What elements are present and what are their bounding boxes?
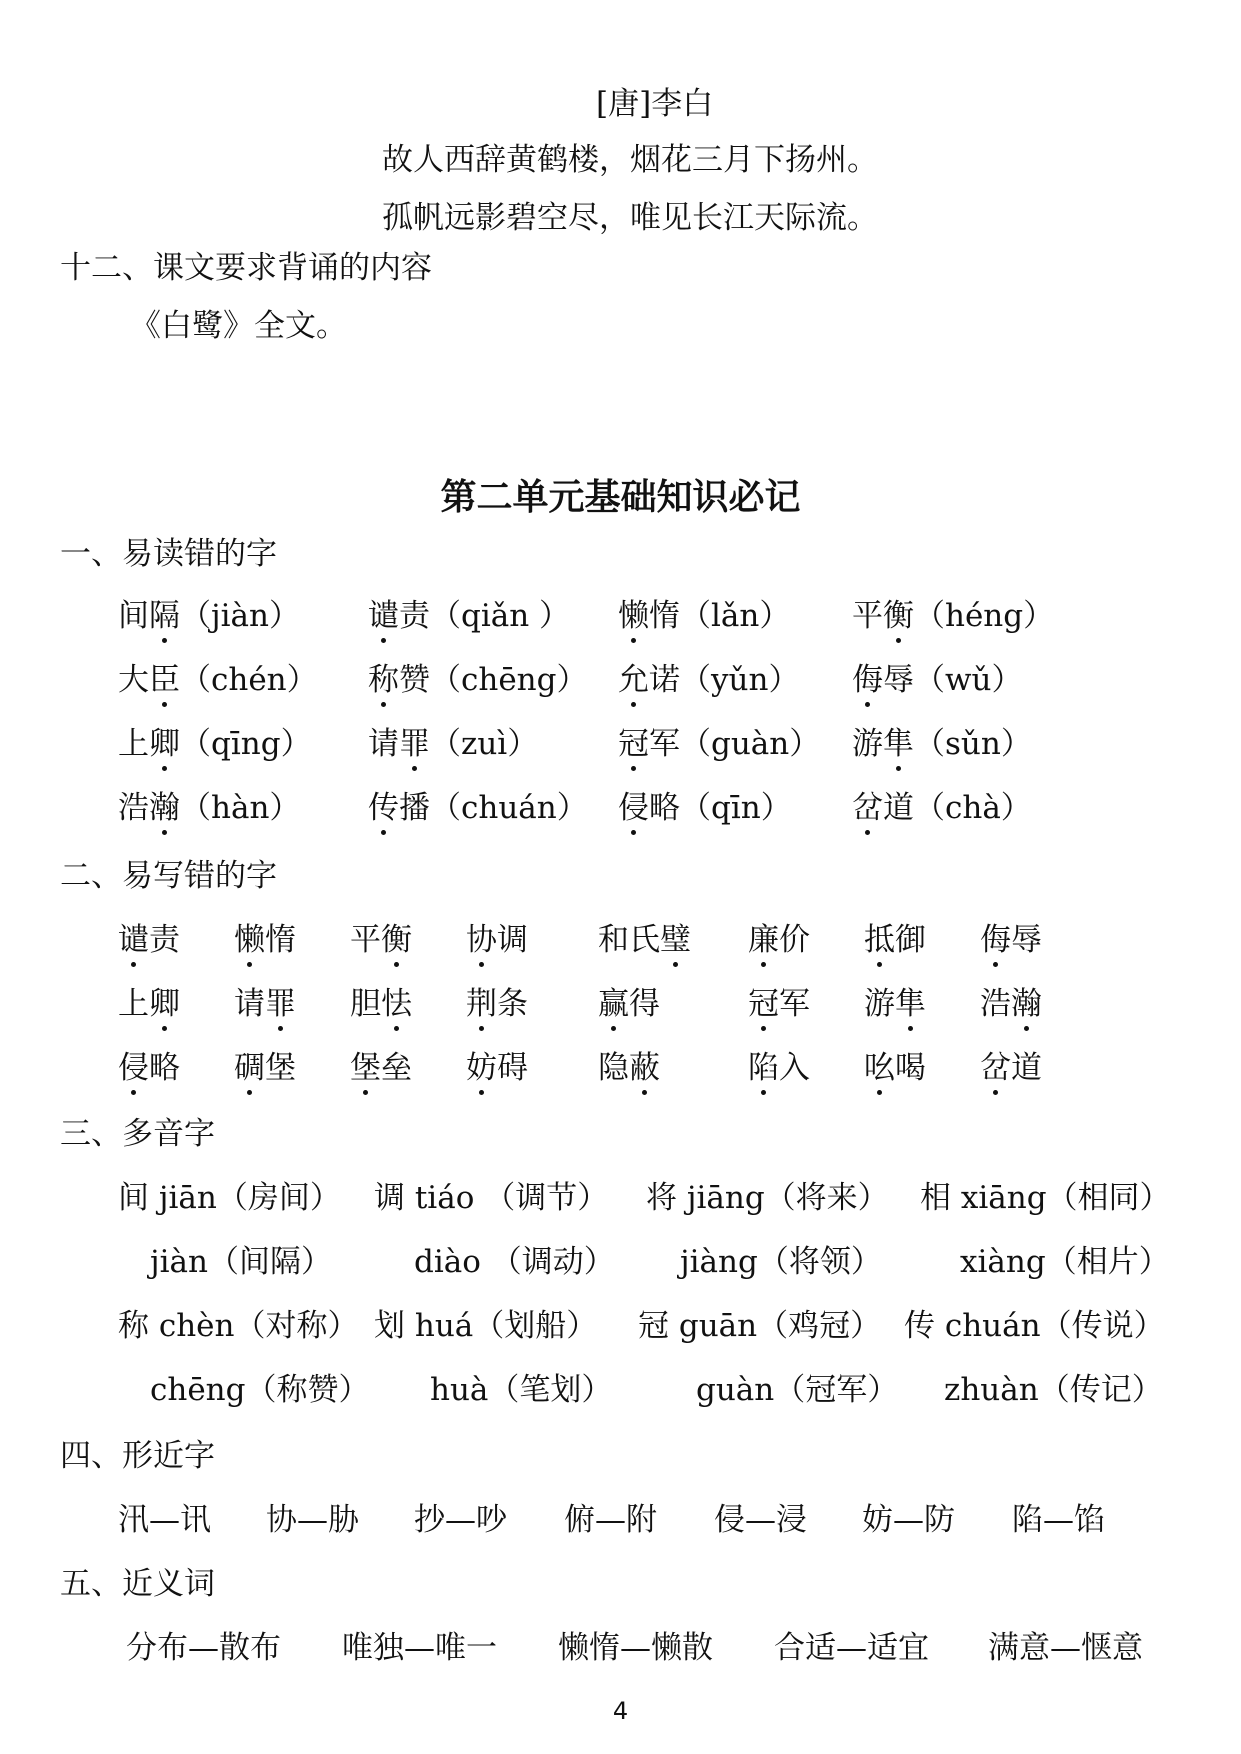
synonym-pair: 合适—适宜 bbox=[774, 1630, 929, 1666]
emphasis-dot-char: 赢 bbox=[598, 986, 629, 1022]
poem-line: 孤帆远影碧空尽，唯见长江天际流。 bbox=[382, 200, 878, 236]
word-item: 碉堡 bbox=[234, 1050, 296, 1086]
word-pinyin-item: 谴责（qiǎn ） bbox=[368, 598, 571, 634]
word-item: 冠军 bbox=[748, 986, 810, 1022]
emphasis-dot-char: 堡 bbox=[350, 1050, 381, 1086]
emphasis-dot-char: 蔽 bbox=[629, 1050, 660, 1086]
polyphone-item: 称 chèn（对称） bbox=[118, 1308, 359, 1344]
emphasis-dot-char: 岔 bbox=[852, 790, 883, 826]
word-item: 荆条 bbox=[466, 986, 528, 1022]
section-content: 《白鹭》全文。 bbox=[130, 308, 347, 344]
similar-char-pair: 抄—吵 bbox=[414, 1502, 507, 1538]
section-heading: 三、多音字 bbox=[60, 1116, 215, 1152]
word-item: 侵略 bbox=[118, 1050, 180, 1086]
polyphone-item: 划 huá（划船） bbox=[374, 1308, 598, 1344]
polyphone-item: chēng（称赞） bbox=[150, 1372, 370, 1408]
poem-author: [唐]李白 bbox=[596, 86, 714, 122]
section-heading: 二、易写错的字 bbox=[60, 858, 277, 894]
emphasis-dot-char: 协 bbox=[466, 922, 497, 958]
word-pinyin-item: 称赞（chēng） bbox=[368, 662, 588, 698]
poem-line: 故人西辞黄鹤楼，烟花三月下扬州。 bbox=[382, 142, 878, 178]
polyphone-item: guàn（冠军） bbox=[696, 1372, 899, 1408]
word-pinyin-item: 侮辱（wǔ） bbox=[852, 662, 1023, 698]
word-pinyin-item: 侵略（qīn） bbox=[618, 790, 792, 826]
emphasis-dot-char: 罪 bbox=[399, 726, 430, 762]
unit-title: 第二单元基础知识必记 bbox=[440, 477, 801, 518]
emphasis-dot-char: 岔 bbox=[980, 1050, 1011, 1086]
word-pinyin-item: 请罪（zuì） bbox=[368, 726, 539, 762]
emphasis-dot-char: 懒 bbox=[618, 598, 649, 634]
polyphone-item: diào （调动） bbox=[414, 1244, 615, 1280]
emphasis-dot-char: 臣 bbox=[149, 662, 180, 698]
polyphone-item: 传 chuán（传说） bbox=[904, 1308, 1165, 1344]
section-heading: 一、易读错的字 bbox=[60, 536, 277, 572]
similar-char-pair: 侵—浸 bbox=[714, 1502, 807, 1538]
word-item: 胆怯 bbox=[350, 986, 412, 1022]
emphasis-dot-char: 妨 bbox=[466, 1050, 497, 1086]
similar-char-pair: 汛—讯 bbox=[118, 1502, 211, 1538]
emphasis-dot-char: 碉 bbox=[234, 1050, 265, 1086]
polyphone-item: zhuàn（传记） bbox=[944, 1372, 1163, 1408]
emphasis-dot-char: 隔 bbox=[149, 598, 180, 634]
polyphone-item: jiàng（将领） bbox=[680, 1244, 882, 1280]
word-item: 上卿 bbox=[118, 986, 180, 1022]
word-pinyin-item: 允诺（yǔn） bbox=[618, 662, 800, 698]
emphasis-dot-char: 侵 bbox=[618, 790, 649, 826]
section-heading: 十二、课文要求背诵的内容 bbox=[60, 250, 432, 286]
emphasis-dot-char: 荆 bbox=[466, 986, 497, 1022]
emphasis-dot-char: 怯 bbox=[381, 986, 412, 1022]
emphasis-dot-char: 谴 bbox=[368, 598, 399, 634]
polyphone-item: 冠 guān（鸡冠） bbox=[638, 1308, 882, 1344]
emphasis-dot-char: 允 bbox=[618, 662, 649, 698]
word-item: 吆喝 bbox=[864, 1050, 926, 1086]
emphasis-dot-char: 罪 bbox=[265, 986, 296, 1022]
emphasis-dot-char: 谴 bbox=[118, 922, 149, 958]
emphasis-dot-char: 隼 bbox=[895, 986, 926, 1022]
word-item: 侮辱 bbox=[980, 922, 1042, 958]
word-pinyin-item: 上卿（qīng） bbox=[118, 726, 312, 762]
page-number: 4 bbox=[612, 1697, 629, 1725]
word-pinyin-item: 大臣（chén） bbox=[118, 662, 318, 698]
emphasis-dot-char: 瀚 bbox=[149, 790, 180, 826]
polyphone-item: 间 jiān（房间） bbox=[118, 1180, 341, 1216]
word-item: 请罪 bbox=[234, 986, 296, 1022]
emphasis-dot-char: 吆 bbox=[864, 1050, 895, 1086]
synonym-pair: 懒惰—懒散 bbox=[558, 1630, 713, 1666]
emphasis-dot-char: 侮 bbox=[980, 922, 1011, 958]
emphasis-dot-char: 冠 bbox=[748, 986, 779, 1022]
word-item: 隐蔽 bbox=[598, 1050, 660, 1086]
emphasis-dot-char: 侮 bbox=[852, 662, 883, 698]
word-item: 妨碍 bbox=[466, 1050, 528, 1086]
synonym-pair: 分布—散布 bbox=[126, 1630, 281, 1666]
synonym-pair: 唯独—唯一 bbox=[342, 1630, 497, 1666]
word-pinyin-item: 间隔（jiàn） bbox=[118, 598, 300, 634]
word-pinyin-item: 浩瀚（hàn） bbox=[118, 790, 301, 826]
emphasis-dot-char: 侵 bbox=[118, 1050, 149, 1086]
emphasis-dot-char: 衡 bbox=[883, 598, 914, 634]
polyphone-item: jiàn（间隔） bbox=[150, 1244, 332, 1280]
emphasis-dot-char: 卿 bbox=[149, 986, 180, 1022]
word-item: 陷入 bbox=[748, 1050, 810, 1086]
word-item: 抵御 bbox=[864, 922, 926, 958]
word-item: 游隼 bbox=[864, 986, 926, 1022]
emphasis-dot-char: 衡 bbox=[381, 922, 412, 958]
word-pinyin-item: 游隼（sǔn） bbox=[852, 726, 1032, 762]
similar-char-pair: 陷—馅 bbox=[1012, 1502, 1105, 1538]
word-item: 平衡 bbox=[350, 922, 412, 958]
emphasis-dot-char: 陷 bbox=[748, 1050, 779, 1086]
word-item: 和氏璧 bbox=[598, 922, 691, 958]
word-item: 赢得 bbox=[598, 986, 660, 1022]
word-item: 廉价 bbox=[748, 922, 810, 958]
emphasis-dot-char: 廉 bbox=[748, 922, 779, 958]
similar-char-pair: 妨—防 bbox=[862, 1502, 955, 1538]
emphasis-dot-char: 抵 bbox=[864, 922, 895, 958]
emphasis-dot-char: 卿 bbox=[149, 726, 180, 762]
word-pinyin-item: 懒惰（lǎn） bbox=[618, 598, 791, 634]
word-item: 谴责 bbox=[118, 922, 180, 958]
polyphone-item: 相 xiāng（相同） bbox=[920, 1180, 1171, 1216]
polyphone-item: 调 tiáo （调节） bbox=[374, 1180, 609, 1216]
emphasis-dot-char: 隼 bbox=[883, 726, 914, 762]
similar-char-pair: 俯—附 bbox=[564, 1502, 657, 1538]
word-item: 懒惰 bbox=[234, 922, 296, 958]
emphasis-dot-char: 懒 bbox=[234, 922, 265, 958]
emphasis-dot-char: 璧 bbox=[660, 922, 691, 958]
polyphone-item: xiàng（相片） bbox=[960, 1244, 1170, 1280]
word-pinyin-item: 岔道（chà） bbox=[852, 790, 1032, 826]
emphasis-dot-char: 瀚 bbox=[1011, 986, 1042, 1022]
polyphone-item: 将 jiāng（将来） bbox=[646, 1180, 889, 1216]
word-pinyin-item: 平衡（héng） bbox=[852, 598, 1055, 634]
word-item: 岔道 bbox=[980, 1050, 1042, 1086]
synonym-pair: 满意—惬意 bbox=[988, 1630, 1143, 1666]
word-item: 堡垒 bbox=[350, 1050, 412, 1086]
polyphone-item: huà（笔划） bbox=[430, 1372, 613, 1408]
emphasis-dot-char: 称 bbox=[368, 662, 399, 698]
section-heading: 五、近义词 bbox=[60, 1566, 215, 1602]
similar-char-pair: 协—胁 bbox=[266, 1502, 359, 1538]
section-heading: 四、形近字 bbox=[60, 1438, 215, 1474]
emphasis-dot-char: 冠 bbox=[618, 726, 649, 762]
word-pinyin-item: 冠军（guàn） bbox=[618, 726, 821, 762]
word-item: 协调 bbox=[466, 922, 528, 958]
word-pinyin-item: 传播（chuán） bbox=[368, 790, 588, 826]
emphasis-dot-char: 传 bbox=[368, 790, 399, 826]
word-item: 浩瀚 bbox=[980, 986, 1042, 1022]
